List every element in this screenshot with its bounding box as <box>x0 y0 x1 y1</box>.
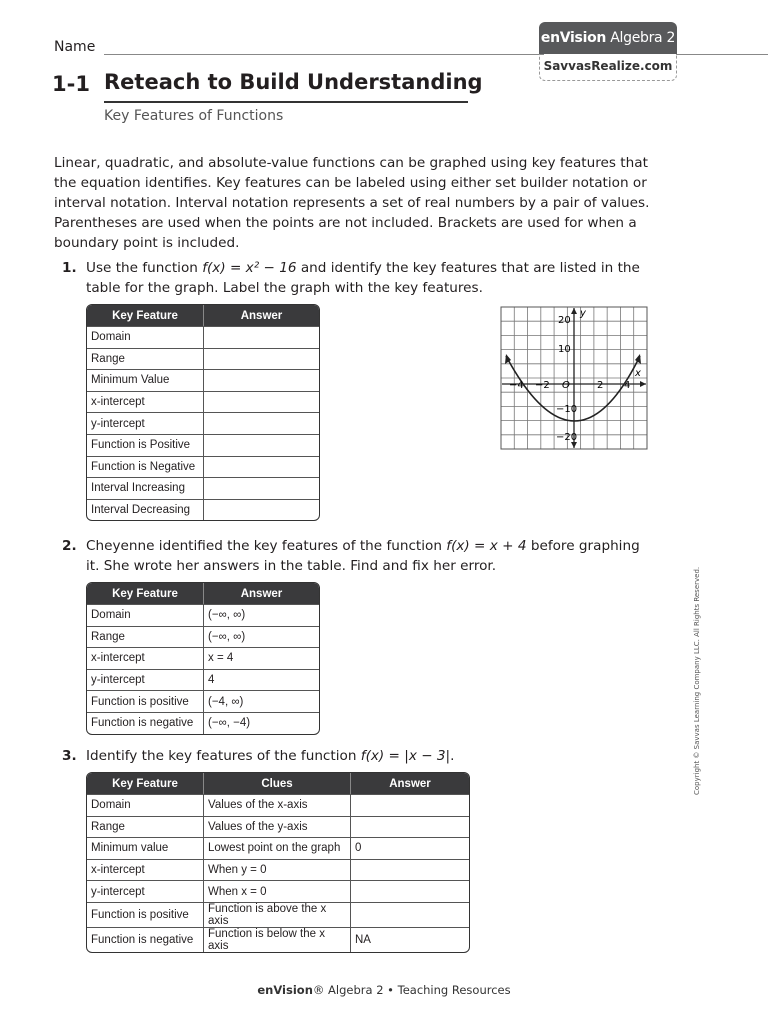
y-tick-label: −20 <box>556 432 578 443</box>
footer-text: ® Algebra 2 • Teaching Resources <box>312 983 511 997</box>
x-tick-label: −2 <box>535 380 550 391</box>
feature-cell: Range <box>87 348 203 370</box>
feature-cell: Function is Positive <box>87 434 203 456</box>
feature-cell: Function is negative <box>87 712 203 734</box>
clue-cell: Function is above the x axis <box>203 902 350 927</box>
clue-cell: Function is below the x axis <box>203 927 350 952</box>
table-row <box>87 902 469 927</box>
coordinate-graph[interactable] <box>500 306 648 450</box>
feature-cell: x-intercept <box>87 647 203 669</box>
copyright-notice: Copyright © Savvas Learning Company LLC. All Rights Reserved. <box>693 566 701 795</box>
answer-cell[interactable] <box>203 369 319 391</box>
footer-brand: enVision <box>257 983 313 997</box>
feature-cell: Domain <box>87 604 203 626</box>
answer-cell[interactable] <box>203 391 319 413</box>
clue-cell: Values of the x-axis <box>203 794 350 816</box>
feature-cell: y-intercept <box>87 412 203 434</box>
clue-cell: Lowest point on the graph <box>203 837 350 859</box>
answer-cell[interactable] <box>350 859 469 881</box>
brand-suffix: Algebra 2 <box>610 30 676 46</box>
feature-cell: x-intercept <box>87 391 203 413</box>
function-expression: f(x) = |x − 3| <box>360 748 451 764</box>
feature-cell: Interval Increasing <box>87 477 203 499</box>
feature-cell: Domain <box>87 794 203 816</box>
y-axis-label: y <box>580 308 586 319</box>
table-row <box>87 369 319 391</box>
answer-cell[interactable] <box>203 477 319 499</box>
y-tick-label: 10 <box>558 344 571 355</box>
question-text: Use the function f(x) = x² − 16 and identify the key features that are listed in the table for the graph. Label the graph with the key features. <box>86 260 640 296</box>
function-expression: f(x) = x² − 16 <box>202 260 297 276</box>
column-header: Key Feature <box>87 583 203 604</box>
brand-name: enVision <box>540 30 607 46</box>
lesson-subtitle: Key Features of Functions <box>104 108 284 124</box>
table-row <box>87 326 319 348</box>
key-features-table-3 <box>86 772 470 953</box>
answer-cell[interactable] <box>350 816 469 838</box>
table-row <box>87 669 319 691</box>
table-row <box>87 690 319 712</box>
key-features-table-2 <box>86 582 320 735</box>
column-header: Answer <box>203 305 319 326</box>
key-features-table-1 <box>86 304 320 521</box>
table-row <box>87 880 469 902</box>
name-label: Name <box>54 39 96 55</box>
answer-cell[interactable]: (−4, ∞) <box>203 690 319 712</box>
table-row <box>87 434 319 456</box>
feature-cell: Function is negative <box>87 927 203 952</box>
question-number: 1. <box>62 260 77 276</box>
answer-cell[interactable]: 4 <box>203 669 319 691</box>
question-number: 2. <box>62 538 77 554</box>
feature-cell: Minimum value <box>87 837 203 859</box>
table-row <box>87 626 319 648</box>
x-axis-label: x <box>635 368 641 379</box>
function-expression: f(x) = x + 4 <box>446 538 527 554</box>
answer-cell[interactable] <box>203 499 319 521</box>
site-link[interactable]: SavvasRealize.com <box>539 54 677 81</box>
table-row <box>87 859 469 881</box>
answer-cell[interactable]: (−∞, ∞) <box>203 604 319 626</box>
answer-cell[interactable]: (−∞, ∞) <box>203 626 319 648</box>
brand-badge <box>539 22 677 54</box>
table-row <box>87 794 469 816</box>
answer-cell[interactable] <box>350 902 469 927</box>
answer-cell[interactable]: 0 <box>350 837 469 859</box>
answer-cell[interactable]: (−∞, −4) <box>203 712 319 734</box>
table-row <box>87 348 319 370</box>
title-rule <box>104 101 468 103</box>
table-row <box>87 477 319 499</box>
feature-cell: y-intercept <box>87 880 203 902</box>
name-line-end <box>676 54 768 55</box>
feature-cell: Function is positive <box>87 902 203 927</box>
answer-cell[interactable] <box>203 326 319 348</box>
question-2 <box>54 536 654 576</box>
answer-cell[interactable] <box>203 456 319 478</box>
table-row <box>87 712 319 734</box>
y-tick-label: 20 <box>558 315 571 326</box>
feature-cell: Minimum Value <box>87 369 203 391</box>
table-row <box>87 816 469 838</box>
table-row <box>87 412 319 434</box>
lesson-title: Reteach to Build Understanding <box>104 70 483 94</box>
question-text: Identify the key features of the function f(x) = |x − 3|. <box>86 748 455 764</box>
page-footer <box>0 983 768 997</box>
table-row <box>87 837 469 859</box>
question-number: 3. <box>62 748 77 764</box>
graph-svg <box>500 306 648 450</box>
answer-cell[interactable]: NA <box>350 927 469 952</box>
answer-cell[interactable] <box>350 880 469 902</box>
column-header: Answer <box>350 773 469 794</box>
intro-paragraph: Linear, quadratic, and absolute-value functions can be graphed using key features that the equation identifies. Key features can be labeled using either set builder notation or interval notation. Interval notation represents a set of real numbers by a pair of values. Parentheses are used when the points are not included. Brackets are used for when a boundary point is included. <box>54 155 650 251</box>
question-3 <box>54 746 654 768</box>
feature-cell: y-intercept <box>87 669 203 691</box>
clue-cell: Values of the y-axis <box>203 816 350 838</box>
feature-cell: Interval Decreasing <box>87 499 203 521</box>
question-1 <box>54 258 654 298</box>
column-header: Key Feature <box>87 773 203 794</box>
feature-cell: Function is Negative <box>87 456 203 478</box>
question-text: Cheyenne identified the key features of the function f(x) = x + 4 before graphing it. She wrote her answers in the table. Find and fix her error. <box>86 538 640 574</box>
clue-cell: When y = 0 <box>203 859 350 881</box>
x-tick-label: −4 <box>509 380 524 391</box>
column-header: Clues <box>203 773 350 794</box>
table-row <box>87 604 319 626</box>
table-row <box>87 391 319 413</box>
feature-cell: Range <box>87 626 203 648</box>
answer-cell[interactable] <box>350 794 469 816</box>
y-tick-label: −10 <box>556 404 578 415</box>
answer-cell[interactable] <box>203 348 319 370</box>
table-row <box>87 499 319 521</box>
column-header: Key Feature <box>87 305 203 326</box>
answer-cell[interactable]: x = 4 <box>203 647 319 669</box>
answer-cell[interactable] <box>203 434 319 456</box>
name-line[interactable] <box>104 54 544 55</box>
clue-cell: When x = 0 <box>203 880 350 902</box>
feature-cell: Function is positive <box>87 690 203 712</box>
table-row <box>87 647 319 669</box>
x-tick-label: 4 <box>624 380 631 391</box>
feature-cell: Range <box>87 816 203 838</box>
column-header: Answer <box>203 583 319 604</box>
table-row <box>87 456 319 478</box>
x-tick-label: 2 <box>597 380 604 391</box>
origin-label: O <box>562 380 570 391</box>
feature-cell: x-intercept <box>87 859 203 881</box>
table-row <box>87 927 469 952</box>
feature-cell: Domain <box>87 326 203 348</box>
lesson-number: 1-1 <box>52 72 90 96</box>
answer-cell[interactable] <box>203 412 319 434</box>
